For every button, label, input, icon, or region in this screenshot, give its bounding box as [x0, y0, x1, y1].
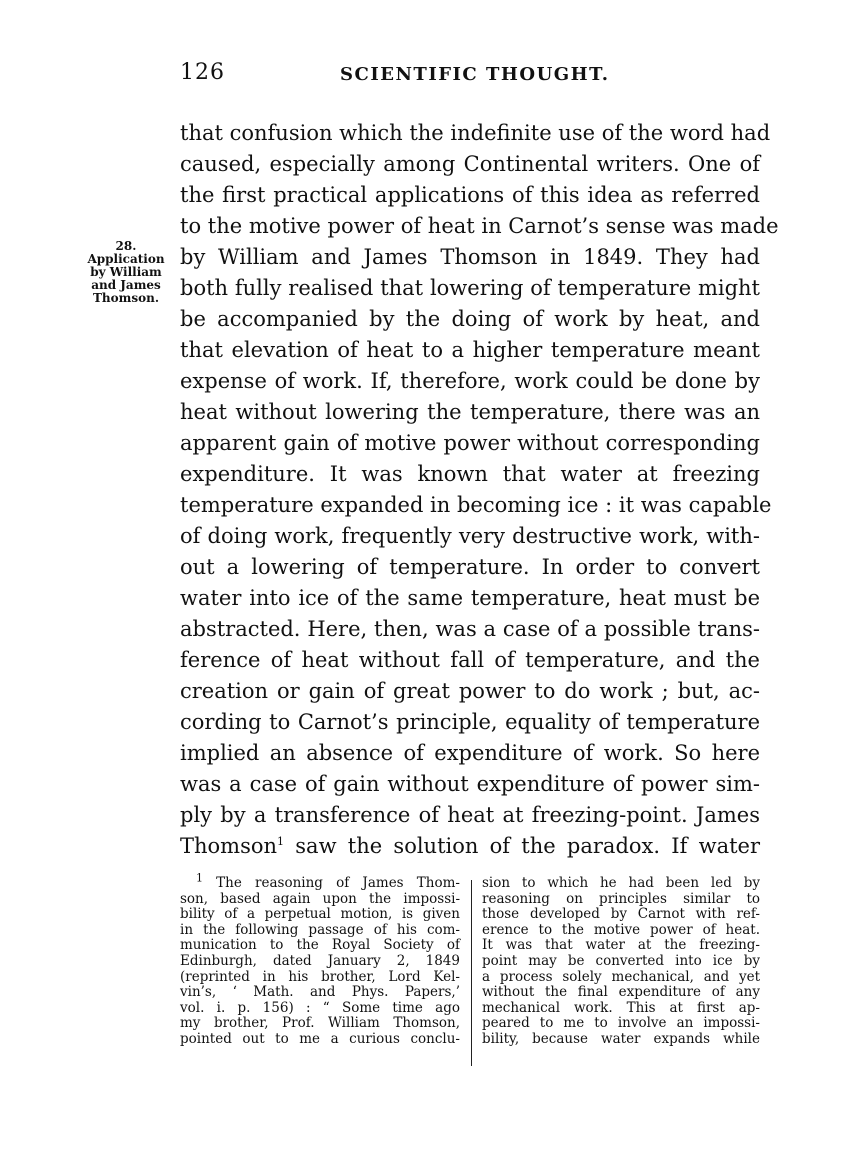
footnote-line: those developed by Carnot with ref-	[482, 906, 760, 923]
footnote-line: bility of a perpetual motion, is given	[180, 906, 460, 923]
footnote-line: Edinburgh, dated January 2, 1849	[180, 952, 460, 969]
body-line: of doing work, frequently very destructive work, with-	[180, 524, 760, 548]
margin-note-line: Thomson.	[92, 291, 160, 305]
margin-note	[80, 240, 172, 305]
body-line: expenditure. It was known that water at freezing	[180, 462, 760, 486]
body-text-segment: saw the solution of the paradox. If water	[284, 834, 760, 858]
body-line: both fully realised that lowering of temperature might	[180, 276, 760, 300]
footnote-line: reasoning on principles similar to	[482, 890, 760, 907]
running-head	[180, 60, 760, 94]
footnote-line: in the following passage of his com-	[180, 921, 460, 938]
body-line: that elevation of heat to a higher temperature meant	[180, 338, 760, 362]
body-line: by William and James Thomson in 1849. They had	[180, 245, 760, 269]
body-line: abstracted. Here, then, was a case of a possible trans-	[180, 617, 760, 641]
body-line: water into ice of the same temperature, heat must be	[180, 586, 760, 610]
footnotes	[180, 871, 760, 1076]
footnote-line: mechanical work. This at first ap-	[482, 999, 760, 1016]
footnote-line: pointed out to me a curious conclu-	[180, 1030, 460, 1047]
margin-note-line: Application	[87, 252, 165, 266]
footnote-line: bility, because water expands while	[482, 1030, 760, 1047]
body-line-with-footnote-ref	[180, 831, 760, 862]
body-line: to the motive power of heat in Carnot’s sense was made	[180, 214, 779, 238]
body-text	[180, 118, 779, 862]
footnote-text-segment: The reasoning of James Thom-	[203, 875, 460, 891]
page-number: 126	[180, 60, 225, 85]
body-line: ference of heat without fall of temperature, and the	[180, 648, 760, 672]
body-line: apparent gain of motive power without corresponding	[180, 431, 760, 455]
body-line: the first practical applications of this idea as referred	[180, 183, 760, 207]
body-line: temperature expanded in becoming ice : it was capable	[180, 493, 772, 517]
footnote-line: son, based again upon the impossi-	[180, 890, 460, 907]
body-line: expense of work. If, therefore, work could be done by	[180, 369, 760, 393]
footnote-line: a process solely mechanical, and yet	[482, 968, 760, 985]
footnote-column-left	[180, 871, 460, 1048]
footnote-line: It was that water at the freezing-	[482, 937, 760, 954]
footnote-column-right	[482, 876, 760, 1048]
margin-note-line: 28.	[115, 239, 137, 253]
footnote-line	[180, 871, 460, 892]
footnote-line: without the final expenditure of any	[482, 984, 760, 1001]
footnote-mark: 1	[196, 871, 203, 885]
margin-note-line: by William	[90, 265, 162, 279]
footnote-line: erence to the motive power of heat.	[482, 921, 760, 938]
footnote-line: vin’s, ‘ Math. and Phys. Papers,’	[180, 984, 460, 1001]
column-divider	[471, 880, 472, 1066]
body-line: cording to Carnot’s principle, equality of temperature	[180, 710, 760, 734]
footnote-line: my brother, Prof. William Thomson,	[180, 1015, 460, 1032]
footnote-reference: 1	[277, 835, 285, 848]
footnote-line: vol. i. p. 156) : “ Some time ago	[180, 999, 460, 1016]
margin-note-line: and James	[91, 278, 161, 292]
footnote-line: peared to me to involve an impossi-	[482, 1015, 760, 1032]
body-line: ply by a transference of heat at freezing-point. James	[180, 803, 760, 827]
footnote-line: munication to the Royal Society of	[180, 937, 460, 954]
body-line: be accompanied by the doing of work by heat, and	[180, 307, 760, 331]
body-line: caused, especially among Continental writers. One of	[180, 152, 760, 176]
footnote-line: (reprinted in his brother, Lord Kel-	[180, 968, 460, 985]
body-line: was a case of gain without expenditure of power sim-	[180, 772, 760, 796]
body-line: creation or gain of great power to do work ; but, ac-	[180, 679, 760, 703]
body-line: implied an absence of expenditure of work. So here	[180, 741, 760, 765]
running-title: SCIENTIFIC THOUGHT.	[340, 64, 610, 85]
body-line: that confusion which the indefinite use of the word had	[180, 121, 771, 145]
body-text-segment: Thomson	[180, 834, 278, 858]
body-line: out a lowering of temperature. In order to convert	[180, 555, 760, 579]
body-line: heat without lowering the temperature, there was an	[180, 400, 760, 424]
footnote-line: point may be converted into ice by	[482, 952, 760, 969]
footnote-line: sion to which he had been led by	[482, 875, 760, 891]
